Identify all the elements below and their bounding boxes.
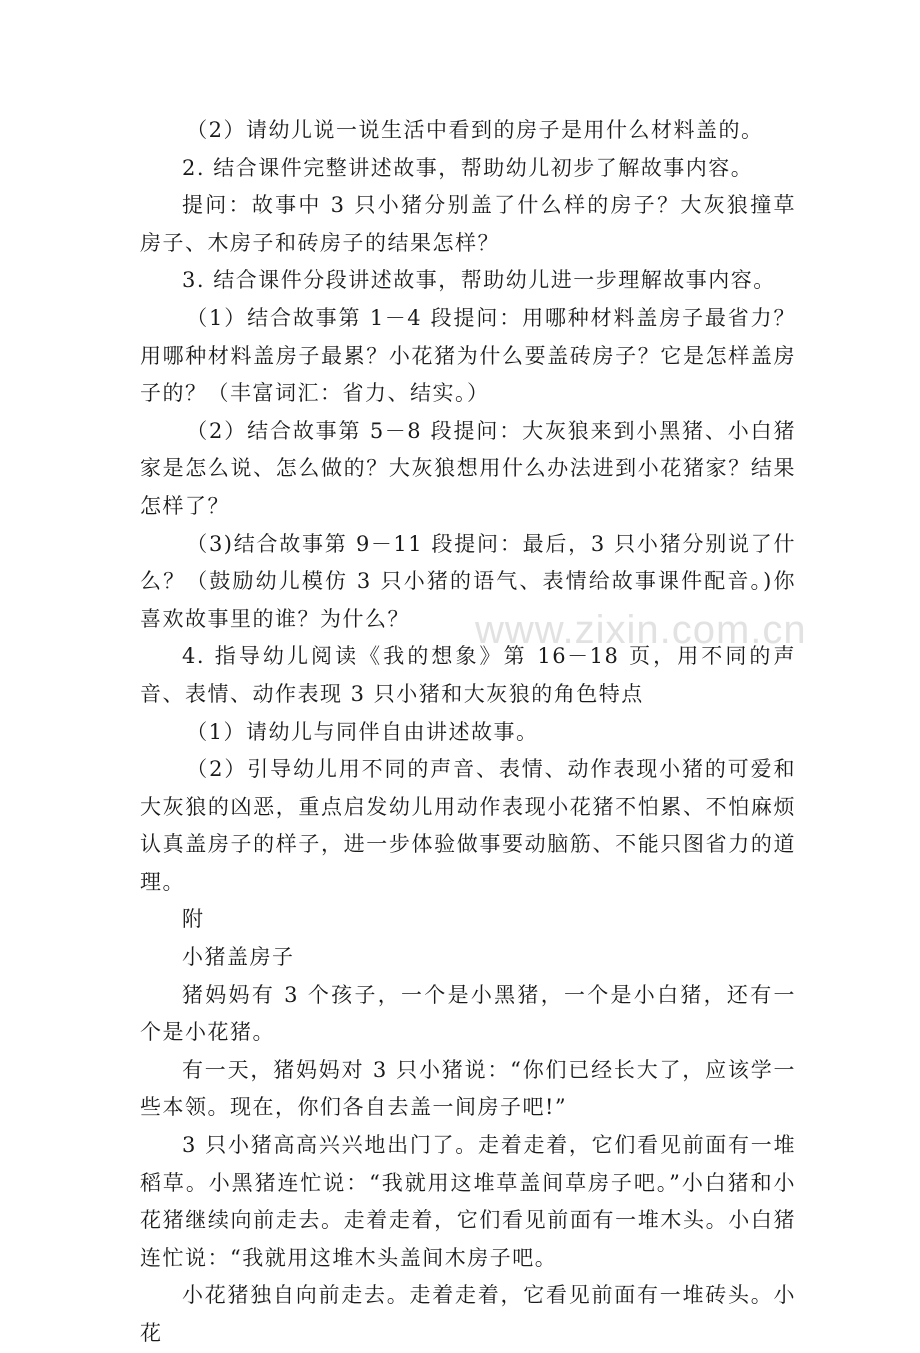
paragraph: 3. 结合课件分段讲述故事，帮助幼儿进一步理解故事内容。 [182,268,776,293]
paragraph: 猪妈妈有 3 个孩子，一个是小黑猪，一个是小白猪，还有一个是小花猪。 [140,982,796,1045]
story-title: 小猪盖房子 [182,945,295,970]
paragraph: 有一天，猪妈妈对 3 只小猪说：“你们已经长大了，应该学一些本领。现在，你们各自去盖一间房子吧!” [140,1057,796,1120]
paragraph: （1）结合故事第 1－4 段提问：用哪种材料盖房子最省力？用哪种材料盖房子最累？小花猪为什么要盖砖房子？它是怎样盖房子的？（丰富词汇：省力、结实。） [140,305,796,406]
paragraph: （1）请幼儿与同伴自由讲述故事。 [186,719,539,744]
paragraph: 提问：故事中 3 只小猪分别盖了什么样的房子？大灰狼撞草房子、木房子和砖房子的结果怎样？ [140,193,796,255]
paragraph: 4. 指导幼儿阅读《我的想象》第 16－18 页，用不同的声音、表情、动作表现 3 只小猪和大灰狼的角色特点 [140,644,796,706]
watermark: www.zixin.com.cn [475,608,807,652]
paragraph: （2）请幼儿说一说生活中看到的房子是用什么材料盖的。 [186,118,764,142]
paragraph: （2）结合故事第 5－8 段提问：大灰狼来到小黑猪、小白猪家是怎么说、怎么做的？大灰狼想用什么办法进到小花猪家？结果怎样了？ [140,418,796,518]
paragraph: 3 只小猪高高兴兴地出门了。走着走着，它们看见前面有一堆稻草。小黑猪连忙说：“我就用这堆草盖间草房子吧。”小白猪和小花猪继续向前走去。走着走着，它们看见前面有一堆木头。小白猪连忙说：“我就用这堆木头盖间木房子吧。 [140,1133,796,1270]
document-body [140,112,796,1353]
appendix-label: 附 [182,907,205,932]
paragraph: 小花猪独自向前走去。走着走着，它看见前面有一堆砖头。小花 [140,1283,796,1345]
paragraph: （3)结合故事第 9－11 段提问：最后，3 只小猪分别说了什么？（鼓励幼儿模仿 3 只小猪的语气、表情给故事课件配音。)你喜欢故事里的谁？为什么？ [140,531,796,631]
paragraph: （2）引导幼儿用不同的声音、表情、动作表现小猪的可爱和大灰狼的凶恶，重点启发幼儿用动作表现小花猪不怕累、不怕麻烦认真盖房子的样子，进一步体验做事要动脑筋、不能只图省力的道理。 [140,757,796,894]
paragraph: 2. 结合课件完整讲述故事，帮助幼儿初步了解故事内容。 [182,155,754,180]
